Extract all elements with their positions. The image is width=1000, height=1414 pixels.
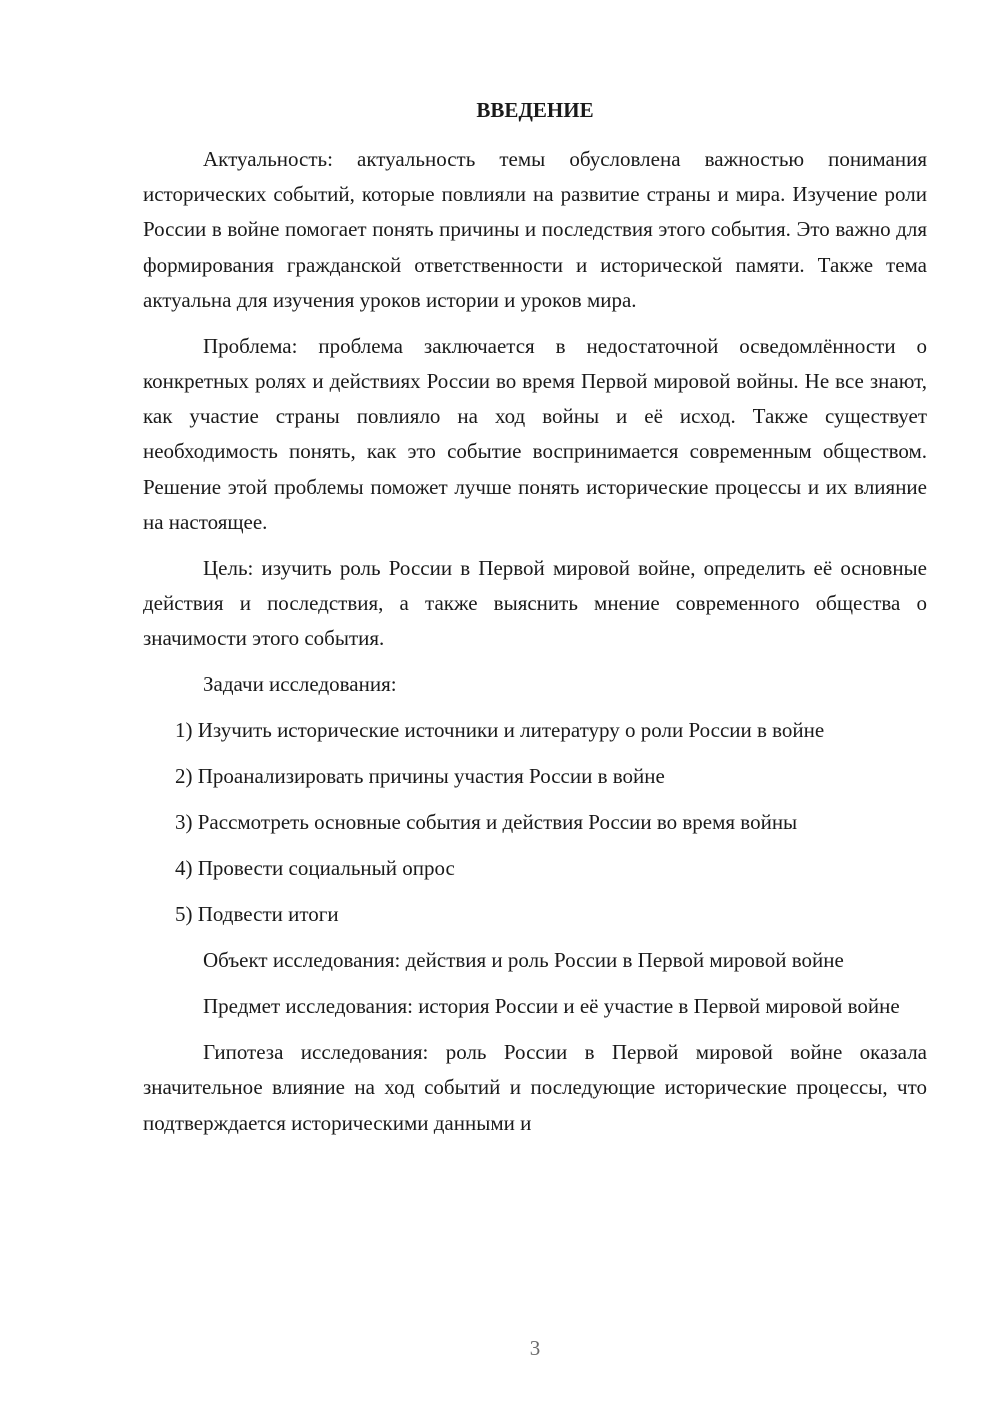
paragraph-object: Объект исследования: действия и роль России в Первой мировой войне [203,948,844,973]
task-item-3: 3) Рассмотреть основные события и действия России во время войны [175,810,798,835]
page-content [143,96,927,1141]
paragraph-tasks-heading: Задачи исследования: [203,672,397,697]
paragraph-hypothesis: Гипотеза исследования: роль России в Первой мировой войне оказала значительное влияние на ход событий и последующие исторические процессы, что подтверждается историческими данными и [143,1040,927,1135]
task-item-4: 4) Провести социальный опрос [175,856,455,881]
task-item-5: 5) Подвести итоги [175,902,339,927]
task-item-1: 1) Изучить исторические источники и литературу о роли России в войне [175,718,825,743]
paragraph-subject: Предмет исследования: история России и её участие в Первой мировой войне [203,994,900,1019]
paragraph-relevance: Актуальность: актуальность темы обусловлена важностью понимания исторических событий, которые повлияли на развитие страны и мира. Изучение роли России в войне помогает понять причины и последствия этого события. Это важно для формирования гражданской ответственности и исторической памяти. Также тема актуальна для изучения уроков истории и уроков мира. [143,147,927,312]
task-item-2: 2) Проанализировать причины участия России в войне [175,764,665,789]
paragraph-goal: Цель: изучить роль России в Первой мировой войне, определить её основные действия и последствия, а также выяснить мнение современного общества о значимости этого события. [143,555,927,651]
paragraph-problem: Проблема: проблема заключается в недостаточной осведомлённости о конкретных ролях и действиях России во время Первой мировой войны. Не все знают, как участие страны повлияло на ход войны и её исход. Также существует необходимость понять, как это событие воспринимается современным обществом. Решение этой проблемы поможет лучше понять исторические процессы и их влияние на настоящее. [143,333,927,534]
page-number: 3 [529,1336,541,1360]
section-title: ВВЕДЕНИЕ [476,98,594,122]
